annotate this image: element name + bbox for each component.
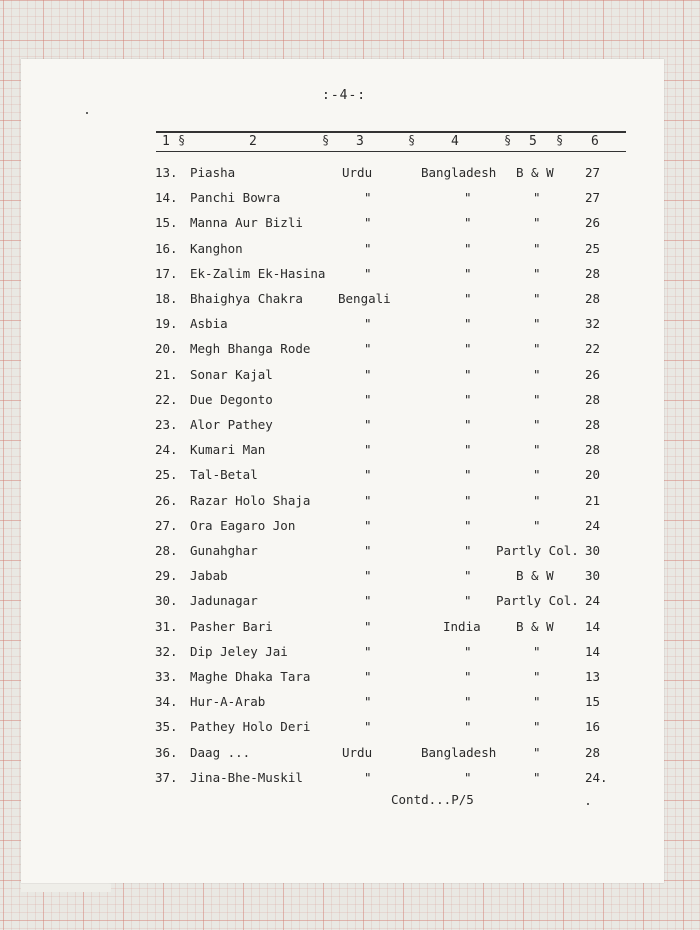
serial-number-cell: 34. (155, 694, 178, 710)
color-type-cell: " (533, 769, 541, 785)
film-title-cell: Gunahghar (190, 543, 258, 558)
film-title-cell: Tal-Betal (190, 467, 258, 483)
country-cell: " (464, 719, 472, 735)
serial-number-cell: 37. (155, 769, 178, 785)
serial-number-cell: 17. (155, 265, 178, 281)
serial-number-cell: 16. (155, 240, 178, 256)
country-cell: " (464, 391, 472, 407)
language-cell: " (364, 240, 372, 256)
country-cell: " (464, 669, 472, 684)
country-cell: " (464, 467, 472, 483)
color-type-cell: " (533, 291, 541, 306)
serial-number-cell: 27. (155, 517, 178, 533)
copies-cell: 28 (585, 291, 601, 306)
country-cell: " (464, 568, 472, 584)
country-cell: " (464, 417, 472, 432)
color-type-cell: " (533, 341, 541, 357)
film-title-cell: Daag ... (190, 744, 251, 760)
color-type-cell: " (533, 265, 541, 281)
column-header-3: 3 (356, 134, 364, 149)
copies-cell: 20 (585, 467, 601, 483)
language-cell: " (364, 669, 372, 684)
copies-cell: 24 (585, 593, 601, 609)
film-title-cell: Razar Holo Shaja (190, 492, 311, 508)
language-cell: " (364, 417, 372, 432)
serial-number-cell: 18. (155, 291, 178, 306)
column-header-1: 1 (162, 134, 170, 149)
color-type-cell: Partly Col. (496, 593, 579, 609)
country-cell: " (464, 215, 472, 231)
film-title-cell: Kumari Man (190, 442, 266, 458)
country-cell: " (464, 543, 472, 558)
column-separator: § (556, 133, 564, 147)
language-cell: " (364, 190, 372, 206)
film-title-cell: Jina-Bhe-Muskil (190, 769, 303, 785)
column-separator: § (408, 133, 416, 147)
serial-number-cell: 32. (155, 643, 178, 659)
language-cell: " (364, 341, 372, 357)
copies-cell: 32 (585, 316, 601, 332)
serial-number-cell: 20. (155, 341, 178, 357)
country-cell: " (464, 442, 472, 458)
language-cell: Urdu (342, 744, 373, 760)
serial-number-cell: 35. (155, 719, 178, 735)
serial-number-cell: 31. (155, 618, 178, 634)
film-title-cell: Jadunagar (190, 593, 258, 609)
color-type-cell: " (533, 215, 541, 231)
language-cell: " (364, 618, 372, 634)
column-separator: § (322, 133, 330, 147)
column-header-6: 6 (591, 134, 599, 149)
serial-number-cell: 13. (155, 165, 178, 180)
country-cell: Bangladesh (421, 165, 497, 180)
country-cell: " (464, 341, 472, 357)
color-type-cell: " (533, 467, 541, 483)
color-type-cell: B & W (516, 165, 554, 180)
copies-cell: 26 (585, 215, 601, 231)
copies-cell: 30 (585, 543, 601, 558)
language-cell: " (364, 568, 372, 584)
color-type-cell: " (533, 694, 541, 710)
country-cell: " (464, 643, 472, 659)
copies-cell: 14 (585, 618, 601, 634)
language-cell: " (364, 391, 372, 407)
film-title-cell: Ek-Zalim Ek-Hasina (190, 265, 326, 281)
color-type-cell: " (533, 190, 541, 206)
page-number: :-4-: (322, 88, 367, 103)
copies-cell: 24. (585, 769, 608, 785)
column-separator: § (504, 133, 512, 147)
copies-cell: 28 (585, 417, 601, 432)
language-cell: " (364, 265, 372, 281)
column-header-2: 2 (249, 134, 257, 149)
language-cell: " (364, 316, 372, 332)
country-cell: " (464, 694, 472, 710)
language-cell: Urdu (342, 165, 373, 180)
color-type-cell: " (533, 492, 541, 508)
serial-number-cell: 19. (155, 316, 178, 332)
column-header-4: 4 (451, 134, 459, 149)
film-title-cell: Maghe Dhaka Tara (190, 669, 311, 684)
copies-cell: 16 (585, 719, 601, 735)
copies-cell: 28 (585, 265, 601, 281)
color-type-cell: " (533, 517, 541, 533)
color-type-cell: " (533, 744, 541, 760)
ink-speck (587, 803, 589, 805)
country-cell: India (443, 618, 481, 634)
serial-number-cell: 14. (155, 190, 178, 206)
serial-number-cell: 29. (155, 568, 178, 584)
color-type-cell: " (533, 366, 541, 382)
serial-number-cell: 15. (155, 215, 178, 231)
column-header-5: 5 (529, 134, 537, 149)
country-cell: " (464, 190, 472, 206)
language-cell: " (364, 366, 372, 382)
film-title-cell: Ora Eagaro Jon (190, 517, 296, 533)
copies-cell: 14 (585, 643, 601, 659)
country-cell: " (464, 769, 472, 785)
film-title-cell: Hur-A-Arab (190, 694, 266, 710)
color-type-cell: " (533, 719, 541, 735)
copies-cell: 27 (585, 190, 601, 206)
language-cell: " (364, 492, 372, 508)
serial-number-cell: 26. (155, 492, 178, 508)
serial-number-cell: 30. (155, 593, 178, 609)
language-cell: " (364, 643, 372, 659)
copies-cell: 28 (585, 744, 601, 760)
copies-cell: 21 (585, 492, 601, 508)
color-type-cell: " (533, 669, 541, 684)
copies-cell: 28 (585, 391, 601, 407)
film-title-cell: Alor Pathey (190, 417, 273, 432)
film-title-cell: Due Degonto (190, 391, 273, 407)
serial-number-cell: 25. (155, 467, 178, 483)
language-cell: Bengali (338, 291, 391, 306)
country-cell: Bangladesh (421, 744, 497, 760)
copies-cell: 24 (585, 517, 601, 533)
country-cell: " (464, 316, 472, 332)
film-title-cell: Megh Bhanga Rode (190, 341, 311, 357)
serial-number-cell: 21. (155, 366, 178, 382)
color-type-cell: " (533, 643, 541, 659)
country-cell: " (464, 517, 472, 533)
language-cell: " (364, 517, 372, 533)
film-title-cell: Kanghon (190, 240, 243, 256)
serial-number-cell: 23. (155, 417, 178, 432)
color-type-cell: B & W (516, 618, 554, 634)
copies-cell: 13 (585, 669, 601, 684)
color-type-cell: " (533, 240, 541, 256)
language-cell: " (364, 593, 372, 609)
language-cell: " (364, 215, 372, 231)
language-cell: " (364, 442, 372, 458)
copies-cell: 15 (585, 694, 601, 710)
country-cell: " (464, 492, 472, 508)
color-type-cell: " (533, 316, 541, 332)
color-type-cell: " (533, 442, 541, 458)
film-title-cell: Pasher Bari (190, 618, 273, 634)
copies-cell: 30 (585, 568, 601, 584)
country-cell: " (464, 366, 472, 382)
color-type-cell: B & W (516, 568, 554, 584)
copies-cell: 25 (585, 240, 601, 256)
film-title-cell: Piasha (190, 165, 236, 180)
color-type-cell: " (533, 417, 541, 432)
country-cell: " (464, 240, 472, 256)
language-cell: " (364, 719, 372, 735)
color-type-cell: " (533, 391, 541, 407)
copies-cell: 26 (585, 366, 601, 382)
film-title-cell: Dip Jeley Jai (190, 643, 288, 659)
film-title-cell: Pathey Holo Deri (190, 719, 311, 735)
film-title-cell: Jabab (190, 568, 228, 584)
film-title-cell: Panchi Bowra (190, 190, 281, 206)
language-cell: " (364, 467, 372, 483)
film-title-cell: Bhaighya Chakra (190, 291, 303, 306)
country-cell: " (464, 593, 472, 609)
country-cell: " (464, 291, 472, 306)
serial-number-cell: 24. (155, 442, 178, 458)
copies-cell: 28 (585, 442, 601, 458)
table-header-rule (156, 151, 626, 152)
copies-cell: 22 (585, 341, 601, 357)
color-type-cell: Partly Col. (496, 543, 579, 558)
language-cell: " (364, 543, 372, 558)
serial-number-cell: 33. (155, 669, 178, 684)
copies-cell: 27 (585, 165, 601, 180)
film-title-cell: Asbia (190, 316, 228, 332)
language-cell: " (364, 769, 372, 785)
film-title-cell: Manna Aur Bizli (190, 215, 303, 231)
serial-number-cell: 28. (155, 543, 178, 558)
column-separator: § (178, 133, 186, 147)
country-cell: " (464, 265, 472, 281)
film-title-cell: Sonar Kajal (190, 366, 273, 382)
serial-number-cell: 36. (155, 744, 178, 760)
serial-number-cell: 22. (155, 391, 178, 407)
ink-speck (86, 112, 88, 114)
language-cell: " (364, 694, 372, 710)
continued-note: Contd...P/5 (391, 792, 474, 807)
